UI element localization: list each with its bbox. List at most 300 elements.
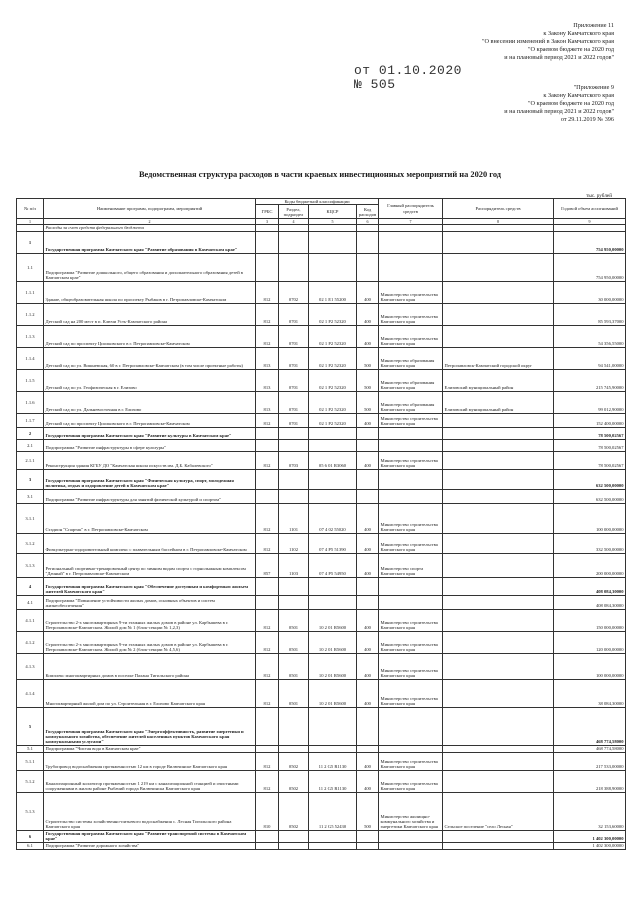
row-main-manager [379, 707, 443, 745]
document-title: Ведомственная структура расходов в части краевых инвестиционных мероприятий на 2020 год [138, 170, 502, 179]
row-manager [443, 609, 554, 631]
row-main-manager: Министерство строительства Камчатского края [379, 609, 443, 631]
row-manager [443, 770, 554, 792]
row-kcsr [309, 830, 357, 842]
row-section: 0701 [279, 369, 309, 391]
row-name: Детский сад по проспекту Циолковского в г. Петропавловске-Камчатском [44, 413, 256, 427]
table-row [17, 842, 626, 849]
row-manager [443, 439, 554, 451]
row-grbs [256, 469, 279, 489]
row-amount: 1 402 300,00000 [554, 830, 626, 842]
row-manager [443, 595, 554, 609]
row-section [279, 577, 309, 595]
row-section: 0701 [279, 325, 309, 347]
row-section: 1101 [279, 503, 309, 533]
row-kvr: 400 [357, 325, 379, 347]
row-manager [443, 553, 554, 577]
row-number: 4 [17, 577, 44, 595]
table-row [17, 427, 626, 439]
row-main-manager [379, 595, 443, 609]
row-manager [443, 413, 554, 427]
row-amount: 94 541,00000 [554, 347, 626, 369]
row-grbs: 812 [256, 752, 279, 770]
row-kcsr: 02 1 Р2 52320 [309, 369, 357, 391]
row-number: 1.1.5 [17, 369, 44, 391]
row-number: 1.1.3 [17, 325, 44, 347]
row-manager [443, 752, 554, 770]
row-amount: 32 153,60000 [554, 792, 626, 830]
row-grbs [256, 595, 279, 609]
row-name: Канализационный коллектор протяженностью 1 219 км с канализационной станцией и очистными сооружениями в жилом районе Рыбачий города Вилючинска Камчатского края [44, 770, 256, 792]
table-row [17, 303, 626, 325]
row-kvr: 400 [357, 281, 379, 303]
table-row [17, 469, 626, 489]
row-number: 3.1 [17, 489, 44, 503]
row-section: 0501 [279, 609, 309, 631]
row-manager: Сельское поселение "село Лесная" [443, 792, 554, 830]
row-kvr: 400 [357, 609, 379, 631]
row-kcsr [309, 439, 357, 451]
row-section [279, 745, 309, 752]
row-amount: 754 950,00000 [554, 253, 626, 281]
row-name: Трубопровод водоснабжения протяженностью 12 км в городе Вилючинске Камчатского края [44, 752, 256, 770]
row-name: Детский сад по ул. Дальневосточная в г. Елизово [44, 391, 256, 413]
table-row [17, 281, 626, 303]
row-amount: 200 000,00000 [554, 553, 626, 577]
table-row [17, 451, 626, 469]
row-amount: 100 000,00000 [554, 503, 626, 533]
row-amount: 408 084,30000 [554, 595, 626, 609]
row-grbs [256, 439, 279, 451]
column-index: 2 [44, 219, 256, 225]
row-grbs: 810 [256, 792, 279, 830]
row-number: 4.1.1 [17, 609, 44, 631]
row-name: Государственная программа Камчатского края "Развитие транспортной системы в Камчатском крае" [44, 830, 256, 842]
row-kcsr [309, 253, 357, 281]
appendix-line: от 29.11.2019 № 396 [560, 116, 614, 123]
row-amount: 217 533,00000 [554, 752, 626, 770]
row-main-manager: Министерство строительства Камчатского края [379, 631, 443, 653]
row-grbs: 812 [256, 679, 279, 707]
row-number: 5.1.3 [17, 792, 44, 830]
row-name: Детский сад по ул. Геофизическая в г. Елизово [44, 369, 256, 391]
row-grbs [256, 231, 279, 253]
row-kcsr: 10 2 01 R5600 [309, 679, 357, 707]
row-amount: 468 774,58000 [554, 745, 626, 752]
row-manager [443, 830, 554, 842]
row-grbs [256, 253, 279, 281]
row-name: Государственная программа Камчатского края "Развитие культуры в Камчатском крае" [44, 427, 256, 439]
row-name: Государственная программа Камчатского края "Энергоэффективность, развитие энергетики и коммунального хозяйства, обеспечение жителей населенных пунктов Камчатского края коммунальными услугами" [44, 707, 256, 745]
row-number: 2 [17, 427, 44, 439]
row-kvr: 500 [357, 369, 379, 391]
row-name: Подпрограмма "Развитие инфраструктуры для занятий физической культурой и спортом" [44, 489, 256, 503]
row-section: 0701 [279, 347, 309, 369]
row-main-manager: Министерство строительства Камчатского края [379, 533, 443, 553]
appendix-line: "О краевом бюджете на 2020 год [528, 100, 614, 107]
row-number: 1.1.2 [17, 303, 44, 325]
row-section: 0701 [279, 303, 309, 325]
row-manager [443, 577, 554, 595]
row-kcsr: 02 1 Р2 52320 [309, 303, 357, 325]
table-row [17, 792, 626, 830]
row-section [279, 253, 309, 281]
appendix-line: "О краевом бюджете на 2020 год [528, 46, 614, 53]
header-no: № п/п [17, 199, 44, 219]
header-total: Годовой объем ассигнований [554, 199, 626, 219]
row-grbs: 812 [256, 631, 279, 653]
row-amount: 78 500,02567 [554, 451, 626, 469]
row-kcsr: 11 2 G5 52430 [309, 792, 357, 830]
row-main-manager: Министерство строительства Камчатского края [379, 303, 443, 325]
row-kvr [357, 707, 379, 745]
row-kcsr: 10 2 01 R5600 [309, 609, 357, 631]
row-number: 1.1.1 [17, 281, 44, 303]
row-number: 2.1 [17, 439, 44, 451]
table-row [17, 770, 626, 792]
row-section: 0501 [279, 653, 309, 679]
table-row [17, 653, 626, 679]
table-row [17, 439, 626, 451]
table-row [17, 253, 626, 281]
row-manager [443, 231, 554, 253]
table-row [17, 707, 626, 745]
row-main-manager [379, 745, 443, 752]
row-section: 0501 [279, 631, 309, 653]
appendix-line: к Закону Камчатского края [543, 30, 614, 37]
row-number: 6.1 [17, 842, 44, 849]
row-main-manager: Министерство строительства Камчатского края [379, 451, 443, 469]
row-main-manager: Министерство строительства Камчатского края [379, 413, 443, 427]
row-name: Стадион "Спартак" в г. Петропавловске-Камчатском [44, 503, 256, 533]
column-index: 3 [256, 219, 279, 225]
row-kcsr: 07 4 Р5 51390 [309, 533, 357, 553]
row-amount: 408 084,30000 [554, 577, 626, 595]
row-manager [443, 281, 554, 303]
row-number: 1.1 [17, 253, 44, 281]
row-name: Многоквартирный жилой дом по ул. Строительная в г. Елизово Камчатского края [44, 679, 256, 707]
row-manager [443, 469, 554, 489]
row-kvr [357, 439, 379, 451]
row-main-manager [379, 231, 443, 253]
row-number: 6 [17, 830, 44, 842]
row-name: Подпрограмма "Повышение устойчивости жилых домов, основных объектов и систем жизнеобеспечения" [44, 595, 256, 609]
stamp-date: от 01.10.2020 [354, 63, 462, 78]
column-index: 9 [554, 219, 626, 225]
appendix-line: "О внесении изменений в Закон Камчатского края [482, 38, 614, 45]
table-row [17, 533, 626, 553]
row-grbs: 812 [256, 503, 279, 533]
row-section: 0502 [279, 752, 309, 770]
row-main-manager: Министерство строительства Камчатского края [379, 770, 443, 792]
row-main-manager: Министерство строительства Камчатского края [379, 752, 443, 770]
row-kcsr [309, 489, 357, 503]
row-amount: 218 388,90000 [554, 770, 626, 792]
row-section: 0703 [279, 451, 309, 469]
row-amount: 754 950,00000 [554, 231, 626, 253]
row-grbs [256, 745, 279, 752]
row-kcsr [309, 577, 357, 595]
row-main-manager: Министерство строительства Камчатского края [379, 325, 443, 347]
appendix-block [354, 22, 614, 124]
row-manager [443, 707, 554, 745]
row-kvr: 400 [357, 303, 379, 325]
row-kcsr: 11 2 G5 R1130 [309, 770, 357, 792]
row-main-manager: Министерство жилищно-коммунального хозяйства и энергетики Камчатского края [379, 792, 443, 830]
column-index: 1 [17, 219, 44, 225]
row-manager [443, 489, 554, 503]
row-number: 1.1.6 [17, 391, 44, 413]
table-row [17, 391, 626, 413]
row-kvr [357, 842, 379, 849]
row-manager [443, 303, 554, 325]
row-section: 1103 [279, 553, 309, 577]
row-amount: 100 000,00000 [554, 653, 626, 679]
row-manager [443, 653, 554, 679]
row-number: 4.1.2 [17, 631, 44, 653]
row-grbs: 812 [256, 770, 279, 792]
row-section [279, 231, 309, 253]
row-main-manager: Министерство образования Камчатского края [379, 347, 443, 369]
appendix-line: "Приложение 9 [573, 84, 614, 91]
row-main-manager: Министерство образования Камчатского края [379, 391, 443, 413]
row-grbs [256, 707, 279, 745]
row-grbs: 812 [256, 413, 279, 427]
row-kvr [357, 745, 379, 752]
row-section: 0701 [279, 391, 309, 413]
row-section: 0701 [279, 413, 309, 427]
row-kcsr [309, 469, 357, 489]
row-manager [443, 427, 554, 439]
row-kcsr [309, 427, 357, 439]
header-codes: Коды бюджетной классификации [256, 199, 379, 205]
table-row [17, 489, 626, 503]
row-kvr: 400 [357, 752, 379, 770]
row-number: 5.1.2 [17, 770, 44, 792]
row-name: Строительство системы хозяйственно-питьевого водоснабжения с. Лесная Тигильского района Камчатского края [44, 792, 256, 830]
row-kcsr [309, 707, 357, 745]
row-kvr: 400 [357, 679, 379, 707]
row-kvr: 400 [357, 413, 379, 427]
table-row [17, 347, 626, 369]
row-number: 5.1 [17, 745, 44, 752]
row-kvr: 400 [357, 631, 379, 653]
row-kcsr: 05 6 01 R3060 [309, 451, 357, 469]
row-number: 1 [17, 231, 44, 253]
header-kcsr: КЦСР [309, 205, 357, 219]
row-kcsr: 02 1 Р2 52320 [309, 347, 357, 369]
row-name: Строительство 2-х многоквартирных 9-ти этажных жилых домов в районе ул. Карбышева в г. Петропавловске-Камчатском. Жилой дом № 2 (блок-секции № 4,5,6) [44, 631, 256, 653]
header-grbs: ГРБС [256, 205, 279, 219]
table-row [17, 679, 626, 707]
row-section: 1102 [279, 533, 309, 553]
row-kcsr [309, 842, 357, 849]
header-main-manager: Главный распорядитель средств [379, 199, 443, 219]
row-grbs: 813 [256, 391, 279, 413]
row-grbs: 813 [256, 347, 279, 369]
row-kcsr: 11 2 G5 R1130 [309, 752, 357, 770]
appendix-line: и на плановый период 2021 и 2022 годов" [504, 108, 614, 115]
row-kcsr [309, 595, 357, 609]
row-kvr [357, 595, 379, 609]
column-index: 7 [379, 219, 443, 225]
row-kcsr: 02 1 Р2 52320 [309, 325, 357, 347]
row-kcsr [309, 745, 357, 752]
row-kvr: 500 [357, 391, 379, 413]
row-main-manager [379, 439, 443, 451]
row-number: 1.1.7 [17, 413, 44, 427]
row-kcsr: 10 2 01 R5600 [309, 631, 357, 653]
row-section [279, 707, 309, 745]
row-section: 0502 [279, 792, 309, 830]
row-main-manager: Министерство строительства Камчатского края [379, 281, 443, 303]
row-main-manager [379, 842, 443, 849]
row-main-manager: Министерство спорта Камчатского края [379, 553, 443, 577]
row-kvr: 400 [357, 770, 379, 792]
row-grbs: 813 [256, 369, 279, 391]
row-grbs [256, 842, 279, 849]
row-section [279, 489, 309, 503]
row-amount: 1 402 300,00000 [554, 842, 626, 849]
row-kvr: 400 [357, 653, 379, 679]
row-kvr [357, 253, 379, 281]
table-row [17, 631, 626, 653]
row-section: 0502 [279, 770, 309, 792]
row-name: Региональный спортивно-тренировочный центр по зимним видам спорта с горнолыжным комплексом "Дачный" в г. Петропавловске-Камчатском [44, 553, 256, 577]
row-kvr [357, 469, 379, 489]
row-section: 0501 [279, 679, 309, 707]
row-kcsr: 07 4 02 55020 [309, 503, 357, 533]
expenditure-table [16, 198, 626, 850]
row-section [279, 830, 309, 842]
column-index: 8 [443, 219, 554, 225]
row-number: 5.1.1 [17, 752, 44, 770]
row-kvr [357, 830, 379, 842]
row-kvr [357, 577, 379, 595]
row-name: Расходы за счет средств федерального бюджета [44, 225, 256, 231]
row-amount: 468 774,58000 [554, 707, 626, 745]
table-row [17, 413, 626, 427]
table-row [17, 503, 626, 533]
row-grbs: 812 [256, 325, 279, 347]
row-name: Строительство 2-х многоквартирных 9-ти этажных жилых домов в районе ул. Карбышева в г. Петропавловске-Камчатском. Жилой дом № 1 (блок-секции № 1,2,3) [44, 609, 256, 631]
row-manager: Елизовский муниципальный район [443, 369, 554, 391]
row-number: 3.1.3 [17, 553, 44, 577]
row-section [279, 469, 309, 489]
row-name: Подпрограмма "Чистая вода в Камчатском крае" [44, 745, 256, 752]
row-kvr [357, 231, 379, 253]
row-kvr: 400 [357, 451, 379, 469]
row-number: 4.1.3 [17, 653, 44, 679]
row-name: Физкультурно-оздоровительный комплекс с плавательным бассейном в г. Петропавловске-Камчатском [44, 533, 256, 553]
row-grbs: 812 [256, 303, 279, 325]
row-number: 1.1.4 [17, 347, 44, 369]
appendix-line: к Закону Камчатского края [543, 92, 614, 99]
row-name: Детский сад на 200 мест в п. Ключи Усть-Камчатского района [44, 303, 256, 325]
row-amount: 78 500,02567 [554, 439, 626, 451]
row-amount: 78 500,02567 [554, 427, 626, 439]
row-amount: 120 000,00000 [554, 631, 626, 653]
row-kcsr: 07 4 Р5 54950 [309, 553, 357, 577]
row-amount: 332 500,00000 [554, 533, 626, 553]
row-main-manager: Министерство образования Камчатского края [379, 369, 443, 391]
unit-label: тыс. рублей [586, 193, 612, 199]
row-grbs [256, 830, 279, 842]
row-amount: 150 000,00000 [554, 609, 626, 631]
row-amount: 632 500,00000 [554, 469, 626, 489]
row-main-manager [379, 427, 443, 439]
header-name: Наименование программ, подпрограмм, мероприятий [44, 199, 256, 219]
table-body [17, 225, 626, 849]
row-name: Подпрограмма "Развитие дошкольного, общего образования и дополнительного образования детей в Камчатском крае" [44, 253, 256, 281]
row-manager: Елизовский муниципальный район [443, 391, 554, 413]
row-number: 2.1.1 [17, 451, 44, 469]
column-index: 4 [279, 219, 309, 225]
row-kcsr: 02 1 Р2 52320 [309, 413, 357, 427]
row-kvr: 400 [357, 553, 379, 577]
row-name: Подпрограмма "Развитие инфраструктуры в сфере культуры" [44, 439, 256, 451]
row-grbs: 812 [256, 451, 279, 469]
table-row [17, 325, 626, 347]
row-manager [443, 253, 554, 281]
table-row [17, 830, 626, 842]
row-name: Здание, общеобразовательная школа по проспекту Рыбаков в г. Петропавловске-Камчатском [44, 281, 256, 303]
row-manager [443, 325, 554, 347]
header-manager: Распорядитель средств [443, 199, 554, 219]
row-grbs [256, 577, 279, 595]
table-row [17, 577, 626, 595]
row-number: 4.1 [17, 595, 44, 609]
row-main-manager [379, 577, 443, 595]
row-kvr: 400 [357, 503, 379, 533]
row-manager [443, 533, 554, 553]
row-grbs [256, 427, 279, 439]
row-manager [443, 679, 554, 707]
table-row [17, 369, 626, 391]
column-index: 5 [309, 219, 357, 225]
header-section: Раздел, подраздел [279, 205, 309, 219]
row-amount: 215 745,90000 [554, 369, 626, 391]
row-name: Реконструкция здания КГБУ ДО "Камчатская школа искусств им. Д.Б. Кабалевского" [44, 451, 256, 469]
row-grbs [256, 489, 279, 503]
row-name: Государственная программа Камчатского края "Физическая культура, спорт, молодежная политика, отдых и оздоровление детей в Камчатском крае" [44, 469, 256, 489]
row-name: Подпрограмма "Развитие дорожного хозяйства" [44, 842, 256, 849]
row-main-manager [379, 830, 443, 842]
row-section: 0702 [279, 281, 309, 303]
row-kvr [357, 489, 379, 503]
row-section [279, 595, 309, 609]
row-name: Детский сад по проспекту Циолковского в г. Петропавловске-Камчатском [44, 325, 256, 347]
column-index: 6 [357, 219, 379, 225]
row-number: 4.1.4 [17, 679, 44, 707]
row-main-manager [379, 469, 443, 489]
row-name: Детский сад по ул. Вишневская, 60 в г. Петропавловске-Камчатском (в том числе проектные работы) [44, 347, 256, 369]
row-kcsr [309, 231, 357, 253]
stamp-number: № 505 [354, 77, 396, 92]
row-kvr [357, 427, 379, 439]
row-amount: 632 500,00000 [554, 489, 626, 503]
row-manager [443, 842, 554, 849]
row-main-manager: Министерство строительства Камчатского края [379, 653, 443, 679]
row-grbs: 812 [256, 281, 279, 303]
row-kvr: 500 [357, 792, 379, 830]
row-manager: Петропавловск-Камчатский городской округ [443, 347, 554, 369]
row-grbs: 812 [256, 533, 279, 553]
row-number: 3.1.2 [17, 533, 44, 553]
row-section [279, 427, 309, 439]
row-manager [443, 451, 554, 469]
row-section [279, 439, 309, 451]
